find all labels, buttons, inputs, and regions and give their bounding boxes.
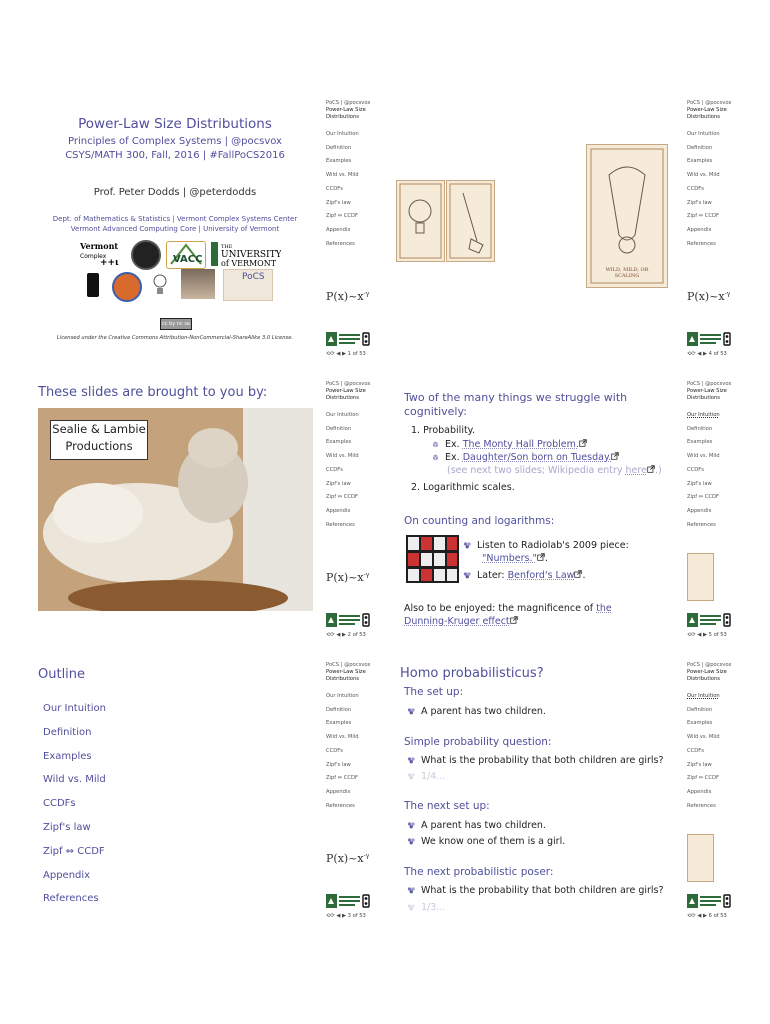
cube-bullet-icon (431, 441, 440, 448)
sidebar-nav (326, 131, 376, 248)
subheading-simple-question: Simple probability question: (404, 736, 552, 748)
bullet-both-girls-q2: What is the probability that both children are girls? (407, 885, 664, 896)
radiolab-bullet: Listen to Radiolab's 2009 piece: (463, 540, 629, 551)
wikipedia-here-link[interactable]: here (625, 465, 647, 476)
sidebar-header: PoCS | @pocsvox (326, 100, 371, 106)
sidebar (326, 100, 376, 358)
nav-item-appendix[interactable]: Appendix (687, 507, 712, 514)
outline-item-ccdfs[interactable]: CCDFs (43, 798, 76, 810)
nav-item-ccdfs[interactable]: CCDFs (326, 185, 343, 192)
nav-item-wild-vs-mild[interactable]: Wild vs. Mild (326, 172, 359, 179)
sidebar-header: PoCS | @pocsvox (687, 381, 732, 387)
monty-hall-link[interactable]: The Monty Hall Problem. (462, 439, 579, 450)
bullet-icon (407, 904, 416, 911)
outline-item-references[interactable]: References (43, 893, 99, 905)
nav-item-references[interactable]: References (326, 521, 355, 528)
sidebar (687, 662, 737, 920)
course-line-2: CSYS/MATH 300, Fall, 2016 | #FallPoCS2016 (65, 150, 285, 161)
pocs-footer-logo (687, 613, 731, 627)
nav-item-zipfs-law[interactable]: Zipf's law (326, 761, 351, 768)
nav-item-examples[interactable]: Examples (687, 158, 713, 165)
nav-item-zipfs-law[interactable]: Zipf's law (326, 480, 351, 487)
bullet-parent-two-children-2: A parent has two children. (407, 820, 546, 831)
dept-line-1: Dept. of Mathematics & Statistics | Vermont Complex Systems Center (52, 215, 298, 223)
nav-item-wild-vs-mild[interactable]: Wild vs. Mild (326, 453, 359, 460)
svg-text:VACC: VACC (173, 254, 203, 265)
answer-one-quarter: 1/4... (407, 771, 445, 782)
plush-photo (181, 269, 215, 299)
numbers-link-line: "Numbers." . (482, 553, 548, 564)
external-link-icon[interactable] (611, 452, 619, 460)
nav-item-zipf-ccdf[interactable]: Zipf ⇔ CCDF (687, 213, 719, 220)
nav-item-zipf-ccdf[interactable]: Zipf ⇔ CCDF (326, 494, 358, 501)
card-shovel (446, 180, 495, 262)
nav-item-appendix[interactable]: Appendix (326, 507, 351, 514)
external-link-icon[interactable] (574, 570, 582, 578)
sidebar (687, 381, 737, 639)
external-link-icon[interactable] (579, 439, 587, 447)
slide-title (30, 97, 375, 362)
slide-heading: Homo probabilisticus? (400, 666, 544, 681)
sidebar-nav (326, 693, 376, 810)
sidebar-subtitle: Power-Law Size Distributions (687, 107, 727, 121)
nav-item-definition[interactable]: Definition (326, 144, 352, 151)
pocs-footer-logo (687, 332, 731, 346)
nav-item-ccdfs[interactable]: CCDFs (326, 466, 343, 473)
sidebar-nav (687, 131, 737, 248)
nav-item-wild-vs-mild[interactable]: Wild vs. Mild (687, 172, 720, 179)
author: Prof. Peter Dodds | @peterdodds (93, 187, 257, 198)
svg-text:THE: THE (221, 244, 233, 250)
sidebar-header: PoCS | @pocsvox (326, 662, 371, 668)
slide-sponsors (30, 378, 375, 643)
slide-main (30, 659, 320, 924)
pocs-footer-logo (326, 894, 370, 908)
sidebar-subtitle: Power-Law Size Distributions (687, 388, 727, 402)
cc-license-badge[interactable]: cc by nc sa (160, 318, 192, 330)
svg-text:UNIVERSITY: UNIVERSITY (221, 250, 281, 260)
nav-item-zipf-ccdf[interactable]: Zipf ⇔ CCDF (326, 213, 358, 220)
sidebar (326, 662, 376, 920)
nav-item-zipfs-law[interactable]: Zipf's law (326, 199, 351, 206)
bullet-parent-two-children: A parent has two children. (407, 706, 546, 717)
sidebar-subtitle: Power-Law Size Distributions (326, 107, 366, 121)
slide-main (391, 378, 681, 643)
bullet-one-is-girl: We know one of them is a girl. (407, 836, 565, 847)
bullet-icon (407, 757, 416, 764)
nav-item-our-intuition[interactable]: Our Intuition (687, 131, 720, 138)
nav-item-definition[interactable]: Definition (687, 706, 713, 713)
lightbulb-icon (153, 273, 167, 297)
nav-item-our-intuition[interactable]: Our Intuition (326, 693, 359, 700)
slide-cards (391, 97, 736, 362)
svg-text:of VERMONT: of VERMONT (221, 259, 277, 268)
slide-outline (30, 659, 375, 924)
nav-item-our-intuition[interactable]: Our Intuition (326, 412, 359, 419)
nav-item-ccdfs[interactable]: CCDFs (687, 747, 704, 754)
outline-item-our-intuition[interactable]: Our Intuition (43, 703, 106, 714)
svg-text:Vermont: Vermont (80, 241, 119, 251)
enjoy-text: Also to be enjoyed: the magnificence of the (404, 603, 612, 614)
sidebar-card-thumbnail (687, 553, 714, 601)
answer-one-third: 1/3... (407, 902, 445, 913)
nav-item-appendix[interactable]: Appendix (326, 788, 351, 795)
sidebar (687, 100, 737, 358)
sealie-lambie-photo (38, 408, 313, 611)
external-link-icon[interactable] (647, 465, 655, 473)
benfords-law-link[interactable]: Benford's Law (507, 570, 575, 581)
nav-item-our-intuition[interactable]: Our Intuition (687, 693, 720, 700)
sidebar-nav (687, 693, 737, 810)
nav-item-examples[interactable]: Examples (687, 439, 713, 446)
outline-item-zipfs-law[interactable]: Zipf's law (43, 821, 91, 833)
traffic-light-icon (87, 273, 99, 297)
uvm-logo (211, 240, 281, 268)
numbers-image (406, 535, 459, 583)
sidebar-header: PoCS | @pocsvox (326, 381, 371, 387)
slide-main (30, 378, 320, 643)
slide-heading: Two of the many things we struggle with cognitively: (404, 391, 628, 418)
sealie-lambie-label: Sealie & Lambie Productions (50, 420, 148, 460)
cube-bullet-icon (431, 454, 440, 461)
bullet-icon (463, 572, 472, 579)
daughter-son-link[interactable]: Daughter/Son born on Tuesday. (462, 452, 612, 463)
badge-logo (112, 272, 142, 302)
pocs-footer-logo (326, 613, 370, 627)
svg-text:Complex: Complex (80, 253, 107, 260)
nav-item-ccdfs[interactable]: CCDFs (326, 747, 343, 754)
sidebar-header: PoCS | @pocsvox (687, 100, 732, 106)
subheading-next-setup: The next set up: (404, 800, 490, 812)
list-item-probability: 1. Probability. (411, 425, 475, 436)
slide-struggles (391, 378, 736, 643)
nav-item-zipfs-law[interactable]: Zipf's law (687, 480, 712, 487)
nav-item-references[interactable]: References (687, 802, 716, 809)
nav-item-wild-vs-mild[interactable]: Wild vs. Mild (687, 453, 720, 460)
sidebar-subtitle: Power-Law Size Distributions (687, 669, 727, 683)
nav-item-zipfs-law[interactable]: Zipf's law (687, 761, 712, 768)
nav-item-examples[interactable]: Examples (687, 720, 713, 727)
subheading-next-poser: The next probabilistic poser: (404, 866, 554, 878)
dept-line-2: Vermont Advanced Computing Core | University of Vermont (70, 225, 280, 233)
power-law-formula: $P(x)\sim x^{-\gamma}$ (326, 571, 370, 584)
power-law-formula: $P(x)\sim x^{-\gamma}$ (326, 290, 370, 303)
card-caption: WILD, MILD, OR SCALING (605, 267, 649, 279)
bullet-icon (407, 822, 416, 829)
sidebar-nav (687, 412, 737, 529)
slide-main (391, 97, 681, 362)
nav-item-definition[interactable]: Definition (687, 425, 713, 432)
outline-item-appendix[interactable]: Appendix (43, 869, 91, 881)
nav-item-examples[interactable]: Examples (326, 720, 352, 727)
page-indicator[interactable]: ⟲⟳ ◀ ▶ 5 of 53 (687, 632, 727, 638)
slide-main (391, 659, 681, 924)
nav-item-examples[interactable]: Examples (326, 439, 352, 446)
slide-homo-probabilisticus (391, 659, 736, 924)
license-text: Licensed under the Creative Commons Attribution-NonCommercial-ShareAlike 3.0 License. (56, 335, 294, 341)
nav-item-definition[interactable]: Definition (687, 144, 713, 151)
card-lightbulb (396, 180, 445, 262)
sidebar-card-thumbnail (687, 834, 714, 882)
outline-item-wild-vs-mild[interactable]: Wild vs. Mild (43, 774, 106, 786)
power-law-formula: $P(x)\sim x^{-\gamma}$ (687, 290, 731, 303)
pocs-logo: PoCS (223, 269, 273, 301)
nav-item-zipf-ccdf[interactable]: Zipf ⇔ CCDF (326, 775, 358, 782)
example-monty-hall: Ex. The Monty Hall Problem. (431, 439, 587, 450)
nav-item-appendix[interactable]: Appendix (687, 226, 712, 233)
nav-item-zipfs-law[interactable]: Zipf's law (687, 199, 712, 206)
outline-list (43, 697, 106, 911)
bullet-icon (407, 708, 416, 715)
bullet-icon (407, 838, 416, 845)
seal-icon (131, 240, 161, 270)
dunning-kruger-link-part1[interactable]: the (596, 603, 612, 614)
nav-item-appendix[interactable]: Appendix (687, 788, 712, 795)
numbers-link[interactable]: "Numbers." (482, 553, 537, 564)
bullet-icon (407, 773, 416, 780)
page-indicator[interactable]: ⟲⟳ ◀ ▶ 2 of 53 (326, 632, 366, 638)
nav-item-appendix[interactable]: Appendix (326, 226, 351, 233)
nav-item-references[interactable]: References (687, 521, 716, 528)
bullet-icon (407, 887, 416, 894)
sidebar (326, 381, 376, 639)
benford-bullet: Later: Benford's Law . (463, 570, 585, 581)
nav-item-zipf-ccdf[interactable]: Zipf ⇔ CCDF (687, 775, 719, 782)
pocs-footer-logo (326, 332, 370, 346)
external-link-icon[interactable] (510, 616, 518, 624)
page-indicator[interactable]: ⟲⟳ ◀ ▶ 6 of 53 (687, 913, 727, 919)
nav-item-definition[interactable]: Definition (326, 425, 352, 432)
nav-item-zipf-ccdf[interactable]: Zipf ⇔ CCDF (687, 494, 719, 501)
example-daughter-son: Ex. Daughter/Son born on Tuesday. (431, 452, 619, 463)
course-line-1: Principles of Complex Systems | @pocsvox (68, 136, 282, 147)
nav-item-references[interactable]: References (326, 240, 355, 247)
wikipedia-note: (see next two slides; Wikipedia entry here .) (447, 465, 662, 476)
nav-item-references[interactable]: References (326, 802, 355, 809)
nav-item-ccdfs[interactable]: CCDFs (687, 466, 704, 473)
card-wild-mild (586, 144, 668, 288)
bullet-both-girls-q1: What is the probability that both children are girls? (407, 755, 664, 766)
nav-item-examples[interactable]: Examples (326, 158, 352, 165)
nav-item-references[interactable]: References (687, 240, 716, 247)
slide-main (30, 97, 320, 362)
slide-heading: Outline (38, 667, 86, 682)
outline-item-definition[interactable]: Definition (43, 726, 92, 738)
external-link-icon[interactable] (537, 553, 545, 561)
pocs-footer-logo (687, 894, 731, 908)
sidebar-subtitle: Power-Law Size Distributions (326, 388, 366, 402)
list-item-log-scales: 2. Logarithmic scales. (411, 482, 515, 493)
slide-heading: These slides are brought to you by: (38, 385, 268, 400)
subheading-setup: The set up: (404, 686, 464, 698)
power-law-formula: $P(x)\sim x^{-\gamma}$ (326, 852, 370, 865)
nav-item-our-intuition[interactable]: Our Intuition (687, 412, 720, 419)
nav-item-wild-vs-mild[interactable]: Wild vs. Mild (687, 734, 720, 741)
svg-text:++ι: ++ι (100, 258, 119, 267)
page-indicator[interactable]: ⟲⟳ ◀ ▶ 4 of 53 (687, 351, 727, 357)
sidebar-subtitle: Power-Law Size Distributions (326, 669, 366, 683)
sidebar-header: PoCS | @pocsvox (687, 662, 732, 668)
nav-item-wild-vs-mild[interactable]: Wild vs. Mild (326, 734, 359, 741)
outline-item-examples[interactable]: Examples (43, 750, 92, 762)
outline-item-zipf-ccdf[interactable]: Zipf ⇔ CCDF (43, 845, 105, 857)
nav-item-our-intuition[interactable]: Our Intuition (326, 131, 359, 138)
enjoy-text-2 (404, 616, 518, 627)
vermont-complex-systems-logo (78, 239, 126, 267)
nav-item-ccdfs[interactable]: CCDFs (687, 185, 704, 192)
subheading-counting: On counting and logarithms: (404, 515, 555, 527)
slide-title-text: Power-Law Size Distributions (78, 116, 272, 132)
vacc-logo (166, 241, 206, 269)
page-indicator[interactable]: ⟲⟳ ◀ ▶ 1 of 53 (326, 351, 366, 357)
page-indicator[interactable]: ⟲⟳ ◀ ▶ 3 of 53 (326, 913, 366, 919)
sidebar-nav (326, 412, 376, 529)
dunning-kruger-link[interactable]: Dunning-Kruger effect (404, 616, 510, 627)
bullet-icon (463, 542, 472, 549)
nav-item-definition[interactable]: Definition (326, 706, 352, 713)
